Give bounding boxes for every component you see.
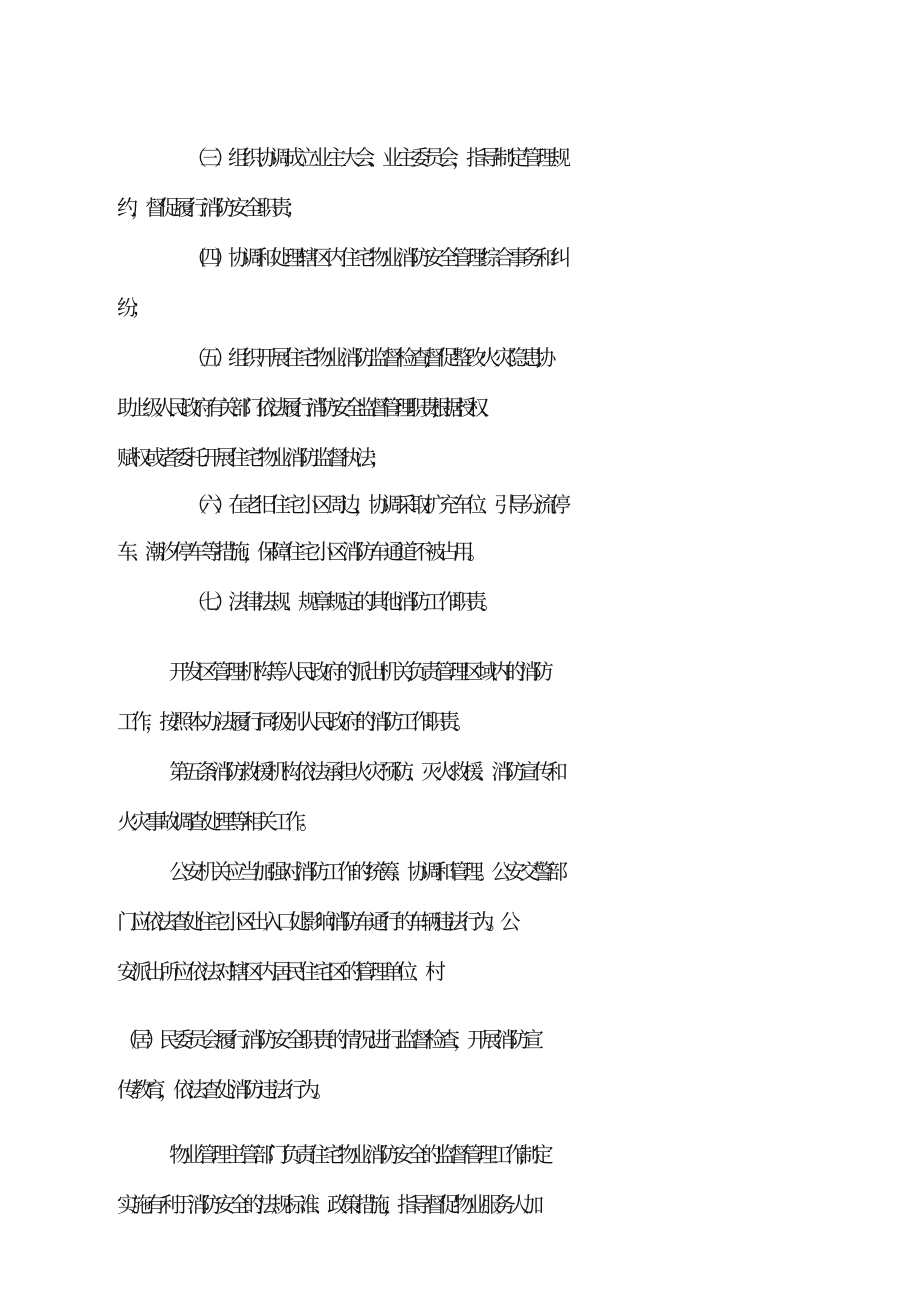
paragraph-line: 公安机关应当加强对消防工作的统筹、协调和管理。公安交警部 <box>169 860 561 884</box>
paragraph-line: 传教育，依法查处消防违法行为。 <box>117 1078 327 1102</box>
paragraph-line: 第五条消防救援机构依法承担火灾预防、灭火救援、消防宣传和 <box>169 760 561 784</box>
paragraph-line: （居）民委员会履行消防安全职责的情况进行监督检查，开展消防宣 <box>117 1028 537 1052</box>
paragraph-line: 车、潮汐停车等措施，保障住宅小区消防车通道不被占用。 <box>117 540 481 564</box>
paragraph-line: （四）协调和处理辖区内住宅物业消防安全管理综合事务和纠 <box>186 246 564 270</box>
paragraph-line: 赋权或者委托开展住宅物业消防监督执法； <box>117 446 383 470</box>
paragraph-line: 实施有利于消防安全的法规标准、政策措施，指导督促物业服务人加 <box>117 1193 537 1217</box>
paragraph-line: （六）在老旧住宅小区周边，协调采取扩充车位、引导分流停 <box>186 493 564 517</box>
paragraph-line: （五）组织开展住宅物业消防监督检查,督促整改火灾隐患,协 <box>186 346 550 370</box>
paragraph-line: （三）组织协调成立业主大会、业主委员会，指导制定管理规 <box>186 146 564 170</box>
paragraph-line: 助上级人民政府有关部门依法履行消防安全监督管理职责,根据授权、 <box>117 396 494 420</box>
paragraph-line: （七）法律法规、规章规定的其他消防工作职责。 <box>186 590 494 614</box>
paragraph-line: 开发区管理机构等人民政府的派出机关,负责管理区域内的消防 <box>169 660 547 684</box>
paragraph-line: 工作，按照本办法履行同级别人民政府的消防工作职责。 <box>117 710 467 734</box>
paragraph-line: 约，督促履行消防安全职责； <box>117 196 299 220</box>
paragraph-line: 安派出所应依法对辖区内居民住宅区的管理单位、村 <box>117 960 439 984</box>
paragraph-line: 物业管理主管部门负责住宅物业消防安全的监督管理工作,制定 <box>169 1143 547 1167</box>
paragraph-line: 门应依法查处住宅小区出入口处影响消防车通行的车辆违法行为。公 <box>117 910 513 934</box>
paragraph-line: 纷； <box>117 296 145 320</box>
paragraph-line: 火灾事故调查处理等相关工作。 <box>117 810 313 834</box>
